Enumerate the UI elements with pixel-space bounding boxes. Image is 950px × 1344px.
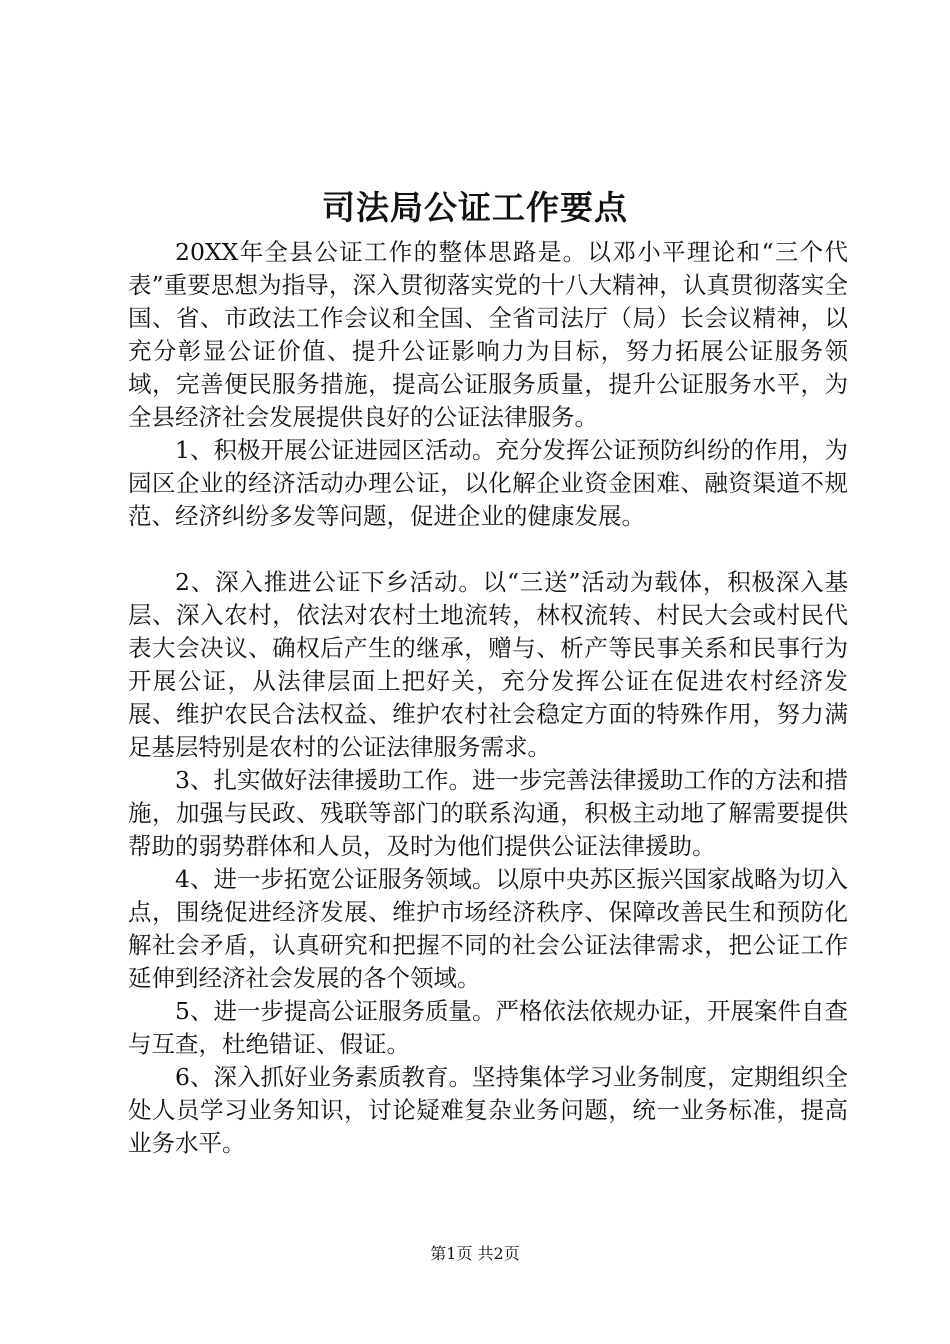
paragraph-item-3: 3、扎实做好法律援助工作。进一步完善法律援助工作的方法和措施，加强与民政、残联等部门的联系沟通，积极主动地了解需要提供帮助的弱势群体和人员，及时为他们提供公证法律援助。 [128, 766, 848, 860]
paragraph-item-4: 4、进一步拓宽公证服务领域。以原中央苏区振兴国家战略为切入点，围绕促进经济发展、维护市场经济秩序、保障改善民生和预防化解社会矛盾，认真研究和把握不同的社会公证法律需求，把公证工作延伸到经济社会发展的各个领域。 [128, 865, 848, 992]
paragraph-item-6: 6、深入抓好业务素质教育。坚持集体学习业务制度，定期组织全处人员学习业务知识，讨论疑难复杂业务问题，统一业务标准，提高业务水平。 [128, 1063, 848, 1157]
document-body [128, 236, 848, 1160]
page-number-footer: 第1页 共2页 [430, 1244, 520, 1263]
paragraph-intro: 20XX年全县公证工作的整体思路是。以邓小平理论和“三个代表”重要思想为指导，深入贯彻落实党的十八大精神，认真贯彻落实全国、省、市政法工作会议和全国、全省司法厅（局）长会议精神，以充分彰显公证价值、提升公证影响力为目标，努力拓展公证服务领域，完善便民服务措施，提高公证服务质量，提升公证服务水平，为全县经济社会发展提供良好的公证法律服务。 [128, 238, 848, 431]
document-title: 司法局公证工作要点 [322, 188, 628, 227]
paragraph-item-1: 1、积极开展公证进园区活动。充分发挥公证预防纠纷的作用，为园区企业的经济活动办理公证，以化解企业资金困难、融资渠道不规范、经济纠纷多发等问题，促进企业的健康发展。 [128, 436, 848, 530]
paragraph-item-5: 5、进一步提高公证服务质量。严格依法依规办证，开展案件自查与互查，杜绝错证、假证。 [128, 997, 848, 1058]
paragraph-item-2: 2、深入推进公证下乡活动。以“三送”活动为载体，积极深入基层、深入农村，依法对农村土地流转，林权流转、村民大会或村民代表大会决议、确权后产生的继承，赠与、析产等民事关系和民事行为开展公证，从法律层面上把好关，充分发挥公证在促进农村经济发展、维护农民合法权益、维护农村社会稳定方面的特殊作用，努力满足基层特别是农村的公证法律服务需求。 [128, 568, 848, 761]
